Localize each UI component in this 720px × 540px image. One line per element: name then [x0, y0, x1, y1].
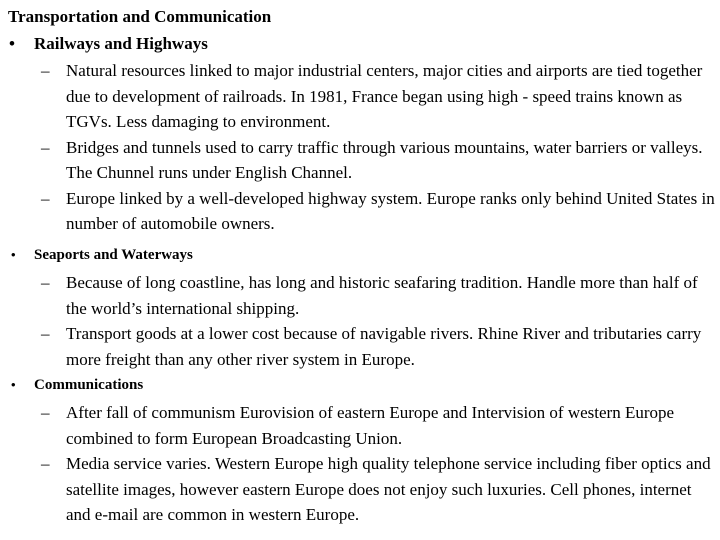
section-heading-row	[0, 374, 720, 396]
sub-list	[0, 58, 720, 237]
section-heading-row	[0, 33, 720, 55]
list-item-text: After fall of communism Eurovision of eastern Europe and Intervision of western Europe combined to form European Broadcasting Union.	[66, 403, 675, 448]
bullet-icon: •	[11, 247, 16, 262]
section-communications	[0, 374, 720, 528]
list-item	[0, 321, 720, 372]
sub-list	[0, 400, 720, 528]
list-item-text: Europe linked by a well-developed highway system. Europe ranks only behind United States in number of automobile owners.	[66, 188, 715, 233]
dash-icon: –	[41, 137, 50, 157]
list-item-text: Natural resources linked to major industrial centers, major cities and airports are tied together due to development of railroads. In 1981, France began using high - speed trains known as TGVs. Less damaging to environment.	[66, 61, 703, 131]
dash-icon: –	[41, 324, 50, 343]
list-item-text: Bridges and tunnels used to carry traffic through various mountains, water barriers or valleys. The Chunnel runs under English Channel.	[66, 137, 703, 182]
list-item	[0, 186, 720, 237]
section-railways-highways	[0, 33, 720, 237]
sub-list	[0, 270, 720, 372]
section-heading: Railways and Highways	[34, 34, 208, 53]
list-item	[0, 270, 720, 321]
section-seaports-waterways	[0, 244, 720, 372]
dash-icon: –	[41, 61, 50, 80]
section-heading-row	[0, 244, 720, 266]
page-title: Transportation and Communication	[8, 7, 272, 26]
list-item-text: Transport goods at a lower cost because of navigable rivers. Rhine River and tributaries carry more freight than any other river system in Europe.	[66, 324, 702, 369]
bullet-icon: •	[9, 34, 15, 53]
section-heading: Communications	[34, 377, 144, 393]
list-item-text: Because of long coastline, has long and historic seafaring tradition. Handle more than half of the world’s international shipping.	[66, 273, 698, 318]
list-item-text: Media service varies. Western Europe high quality telephone service including fiber optics and satellite images, however eastern Europe does not enjoy such luxuries. Cell phones, internet and e-mail are common in western Europe.	[66, 454, 711, 524]
list-item	[0, 135, 720, 186]
list-item	[0, 400, 720, 451]
dash-icon: –	[41, 188, 50, 208]
section-heading: Seaports and Waterways	[34, 247, 193, 263]
dash-icon: –	[41, 454, 50, 473]
list-item	[0, 451, 720, 528]
list-item	[0, 58, 720, 135]
dash-icon: –	[41, 273, 50, 292]
dash-icon: –	[41, 403, 50, 422]
bullet-icon: •	[11, 377, 16, 392]
